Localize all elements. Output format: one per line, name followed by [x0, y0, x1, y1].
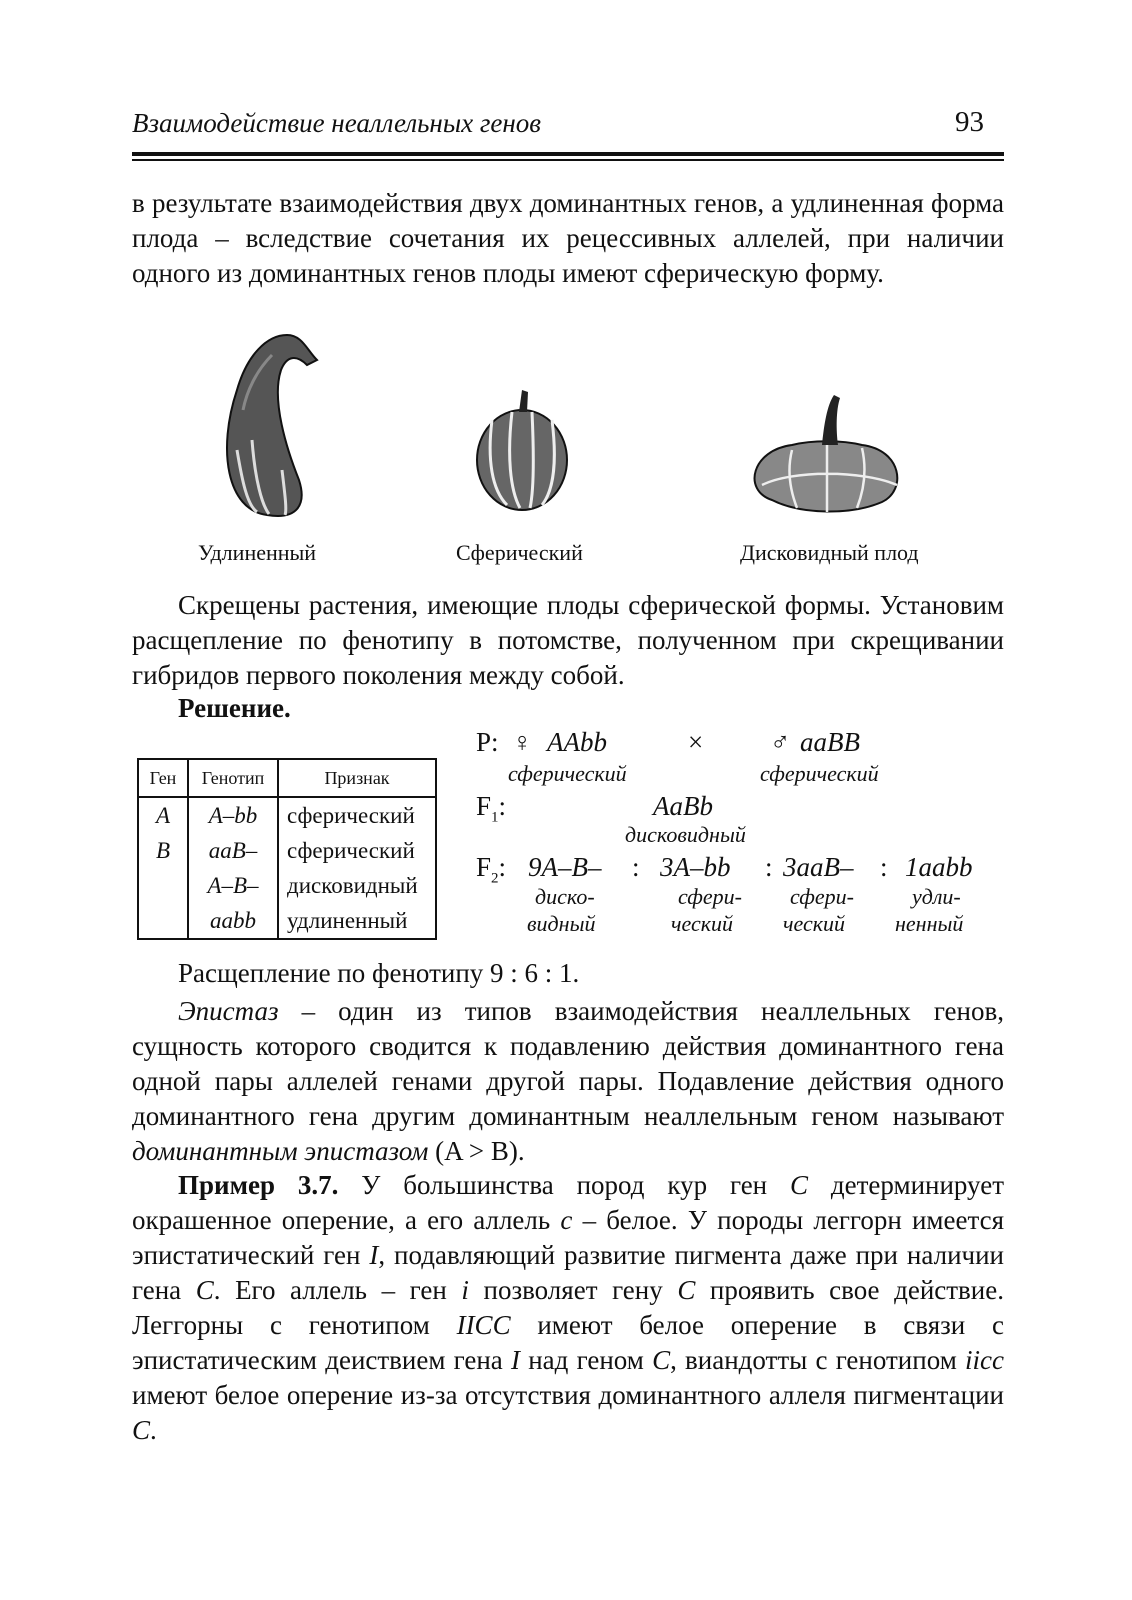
- table-header-gene: Ген: [138, 759, 188, 797]
- example-text: детерминирует окрашенное оперение, а его аллель: [132, 1170, 1004, 1235]
- gene-symbol: i: [461, 1275, 469, 1305]
- example-text: . Его аллель – ген: [213, 1275, 462, 1305]
- genotype-3: A–B–: [207, 873, 259, 898]
- example-text: , подавляющий развитие пигмента даже при наличии гена: [132, 1240, 1004, 1305]
- f2-separator-3: :: [880, 852, 888, 882]
- gene-symbol: C: [132, 1415, 151, 1445]
- example-text: .: [150, 1415, 157, 1445]
- caption-elongated: Удлиненный: [198, 540, 317, 565]
- epistasis-paragraph: [132, 994, 1004, 1169]
- example-text: имеют белое оперение в связи с эпистатическим деиствием гена: [132, 1310, 1004, 1375]
- example-text: имеют белое оперение из-за отсутствия доминантного аллеля пигментации: [132, 1380, 1004, 1410]
- male-symbol: ♂: [770, 727, 791, 757]
- p-label: P:: [476, 727, 499, 757]
- genotype-2: aaB–: [208, 838, 258, 863]
- task-paragraph: Скрещены растения, имеющие плоды сферической формы. Установим расщепление по фенотипу в потомстве, полученном при скрещивании гибридов первого поколения между собой.: [132, 590, 1004, 690]
- f2-class-1-phen-1: диско-: [535, 884, 595, 909]
- trait-3: дисковидный: [287, 873, 418, 898]
- caption-discoid: Дисковидный плод: [740, 540, 919, 565]
- page-number: 93: [955, 106, 984, 138]
- table-gene-cell: [138, 797, 188, 939]
- f2-class-1-phen-2: видный: [527, 911, 596, 936]
- f2-class-1-genotype: 9A–B–: [528, 852, 602, 882]
- f2-class-3-phen-1: сфери-: [790, 884, 854, 909]
- f2-separator-1: :: [632, 852, 640, 882]
- f1-letter: F: [476, 791, 492, 821]
- f2-class-2-phen-1: сфери-: [678, 884, 742, 909]
- genotype-1: A–bb: [208, 803, 258, 828]
- epistasis-text-2: (A > B).: [428, 1136, 525, 1166]
- table-header-trait: Признак: [278, 759, 436, 797]
- example-text: – белое. У породы леггорн имеется эпистатический ген: [132, 1205, 1004, 1270]
- f2-class-4-phen-2: ненный: [895, 911, 964, 936]
- gene-A: A: [155, 803, 171, 828]
- genotype-symbol: IICC: [456, 1310, 511, 1340]
- genotype-symbol: iicc: [965, 1345, 1004, 1375]
- f1-subscript: 1: [491, 809, 499, 826]
- f2-class-2-genotype: 3A–bb: [660, 852, 731, 882]
- example-text: позволяет гену: [468, 1275, 678, 1305]
- example-text: проявить свое действие. Леггорны с генотипом: [132, 1275, 1004, 1340]
- gene-B: B: [155, 838, 171, 863]
- table-header-genotype: Генотип: [188, 759, 278, 797]
- gene-symbol: C: [677, 1275, 696, 1305]
- gene-symbol: C: [790, 1170, 809, 1200]
- discoid-fruit-illustration: [755, 395, 898, 512]
- gene-symbol: I: [369, 1240, 379, 1270]
- male-genotype: aaBB: [800, 727, 860, 757]
- f2-class-4-genotype: 1aabb: [905, 852, 973, 882]
- ratio-text: Расщепление по фенотипу 9 : 6 : 1.: [178, 958, 580, 988]
- f1-genotype: AaBb: [653, 791, 713, 821]
- example-text: над геном: [520, 1345, 653, 1375]
- epistasis-term: Эпистаз: [178, 996, 279, 1026]
- header-rule-thin: [132, 159, 1004, 161]
- gene-symbol: I: [511, 1345, 521, 1375]
- dominant-epistasis-term: доминантным эпистазом: [132, 1136, 429, 1166]
- trait-1: сферический: [287, 803, 415, 828]
- female-genotype: AAbb: [547, 727, 607, 757]
- example-label: Пример 3.7.: [178, 1170, 339, 1200]
- f1-label: $F_1$:: [476, 791, 507, 826]
- f2-class-2-phen-2: ческий: [671, 911, 734, 936]
- trait-2: сферический: [287, 838, 415, 863]
- genotype-table: [137, 758, 437, 940]
- female-phenotype: сферический: [508, 761, 627, 786]
- gene-symbol: c: [560, 1205, 573, 1235]
- f2-subscript: 2: [491, 870, 499, 887]
- gene-symbol: C: [652, 1345, 671, 1375]
- cross-sign: ×: [688, 727, 704, 757]
- table-genotype-cell: [188, 797, 278, 939]
- f2-label: $F_2$:: [476, 852, 507, 887]
- f2-class-3-phen-2: ческий: [783, 911, 846, 936]
- solution-label: Решение.: [178, 693, 291, 723]
- f2-letter: F: [476, 852, 492, 882]
- trait-4: удлиненный: [287, 908, 408, 933]
- genotype-4: aabb: [210, 908, 256, 933]
- spherical-fruit-illustration: [477, 390, 567, 510]
- example-text: , виандотты с генотипом: [670, 1345, 965, 1375]
- f2-class-3-genotype: 3aaB–: [783, 852, 854, 882]
- f2-class-4-phen-1: удли-: [912, 884, 961, 909]
- female-symbol: ♀: [512, 727, 533, 757]
- elongated-fruit-illustration: [227, 335, 317, 516]
- f2-separator-2: :: [765, 852, 773, 882]
- male-phenotype: сферический: [760, 761, 879, 786]
- header-rule-thick: [132, 152, 1004, 156]
- caption-spherical: Сферический: [456, 540, 583, 565]
- epistasis-text-1: – один из типов взаимодействия неаллельных генов, сущность которого сводится к подавлению действия доминантного гена одной пары аллелей генами другой пары. Подавление действия одного доминантного гена другим доминантным неаллельным геном называют: [132, 996, 1004, 1131]
- intro-paragraph: в результате взаимодействия двух доминантных генов, а удлиненная форма плода – вследствие сочетания их рецессивных аллелей, при наличии одного из доминантных генов плоды имеют сферическую форму.: [132, 188, 1004, 288]
- f1-phenotype: дисковидный: [625, 822, 746, 847]
- example-text: У большинства пород кур ген: [338, 1170, 790, 1200]
- example-paragraph: [132, 1168, 1004, 1448]
- table-trait-cell: [278, 797, 436, 939]
- running-header: Взаимодействие неаллельных генов: [132, 108, 541, 138]
- gene-symbol: C: [195, 1275, 214, 1305]
